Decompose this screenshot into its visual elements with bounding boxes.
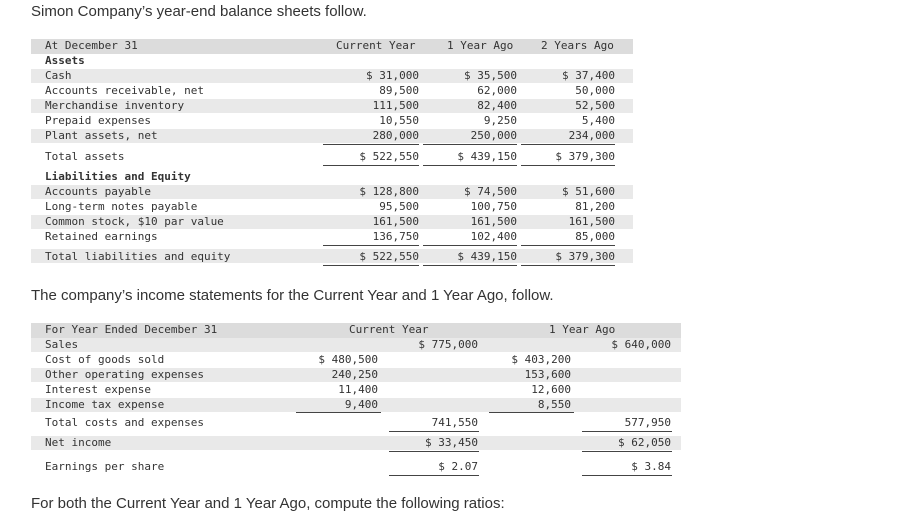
cell-1yr: $ 35,500 (464, 69, 517, 82)
cell-1yr-total: $ 62,050 (618, 436, 671, 449)
cell-1yr: $ 439,150 (457, 150, 517, 163)
cell-1yr-total: $ 3.84 (631, 460, 671, 473)
balance-sheet-table (31, 39, 633, 269)
cell-1yr: 12,600 (531, 383, 571, 396)
cell-current: $ 31,000 (366, 69, 419, 82)
intro-text: Simon Company’s year-end balance sheets follow. (31, 3, 367, 20)
cell-2yr: $ 379,300 (555, 250, 615, 263)
cell-current: $ 522,550 (359, 250, 419, 263)
cell-2yr: 52,500 (575, 99, 615, 112)
cell-current: 89,500 (379, 84, 419, 97)
row-label: Cash (45, 69, 72, 82)
cell-current: 280,000 (372, 129, 419, 142)
header-label: At December 31 (45, 39, 138, 52)
income-header-label: For Year Ended December 31 (45, 323, 218, 336)
row-label: Common stock, $10 par value (45, 215, 224, 228)
cell-current-total: $ 2.07 (438, 460, 478, 473)
row-label: Total costs and expenses (45, 416, 204, 429)
cell-current: 11,400 (338, 383, 378, 396)
cell-1yr: $ 439,150 (457, 250, 517, 263)
cell-current: 161,500 (372, 215, 419, 228)
income-statement-table (31, 323, 681, 483)
cell-2yr: 50,000 (575, 84, 615, 97)
row-label: Income tax expense (45, 398, 165, 411)
cell-current: 136,750 (372, 230, 419, 243)
cell-2yr: 81,200 (575, 200, 615, 213)
row-label: Long-term notes payable (45, 200, 198, 213)
cell-2yr: 234,000 (568, 129, 615, 142)
cell-1yr-total: 577,950 (624, 416, 671, 429)
liabilities-heading: Liabilities and Equity (45, 170, 191, 183)
cell-1yr: 82,400 (477, 99, 517, 112)
income-header-1-year-ago: 1 Year Ago (549, 323, 616, 336)
income-intro-text: The company’s income statements for the Current Year and 1 Year Ago, follow. (31, 287, 554, 304)
row-label: Earnings per share (45, 460, 165, 473)
row-label: Retained earnings (45, 230, 158, 243)
cell-1yr: $ 403,200 (511, 353, 571, 366)
income-header-current-year: Current Year (349, 323, 429, 336)
cell-1yr: 9,250 (483, 114, 517, 127)
cell-1yr: 161,500 (470, 215, 517, 228)
cell-current-total: 741,550 (431, 416, 478, 429)
cell-current-total: $ 775,000 (418, 338, 478, 351)
row-label: Total liabilities and equity (45, 250, 231, 263)
row-label: Accounts payable (45, 185, 151, 198)
row-label: Merchandise inventory (45, 99, 185, 112)
cell-current: $ 480,500 (318, 353, 378, 366)
header-current-year: Current Year (336, 39, 416, 52)
cell-current: 9,400 (344, 398, 378, 411)
cell-current: $ 128,800 (359, 185, 419, 198)
row-label: Other operating expenses (45, 368, 204, 381)
cell-current: 111,500 (372, 99, 419, 112)
cell-1yr: 250,000 (470, 129, 517, 142)
cell-2yr: $ 51,600 (562, 185, 615, 198)
cell-current: $ 522,550 (359, 150, 419, 163)
cell-1yr: 62,000 (477, 84, 517, 97)
row-label: Interest expense (45, 383, 151, 396)
row-label: Accounts receivable, net (45, 84, 204, 97)
cell-2yr: $ 379,300 (555, 150, 615, 163)
row-label: Prepaid expenses (45, 114, 151, 127)
row-label: Sales (45, 338, 79, 351)
cell-2yr: 5,400 (581, 114, 615, 127)
cell-2yr: $ 37,400 (562, 69, 615, 82)
cell-1yr-total: $ 640,000 (611, 338, 671, 351)
row-label: Cost of goods sold (45, 353, 165, 366)
header-2-years-ago: 2 Years Ago (541, 39, 614, 52)
row-label: Net income (45, 436, 112, 449)
cell-current: 95,500 (379, 200, 419, 213)
cell-1yr: 100,750 (470, 200, 517, 213)
cell-1yr: $ 74,500 (464, 185, 517, 198)
header-1-year-ago: 1 Year Ago (447, 39, 514, 52)
cell-2yr: 161,500 (568, 215, 615, 228)
assets-heading: Assets (45, 54, 85, 67)
cell-1yr: 102,400 (470, 230, 517, 243)
cell-1yr: 153,600 (524, 368, 571, 381)
cell-current: 10,550 (379, 114, 419, 127)
cell-2yr: 85,000 (575, 230, 615, 243)
ratios-text: For both the Current Year and 1 Year Ago, compute the following ratios: (31, 495, 505, 512)
cell-current-total: $ 33,450 (425, 436, 478, 449)
cell-1yr: 8,550 (537, 398, 571, 411)
row-label: Total assets (45, 150, 125, 163)
cell-current: 240,250 (331, 368, 378, 381)
row-label: Plant assets, net (45, 129, 158, 142)
